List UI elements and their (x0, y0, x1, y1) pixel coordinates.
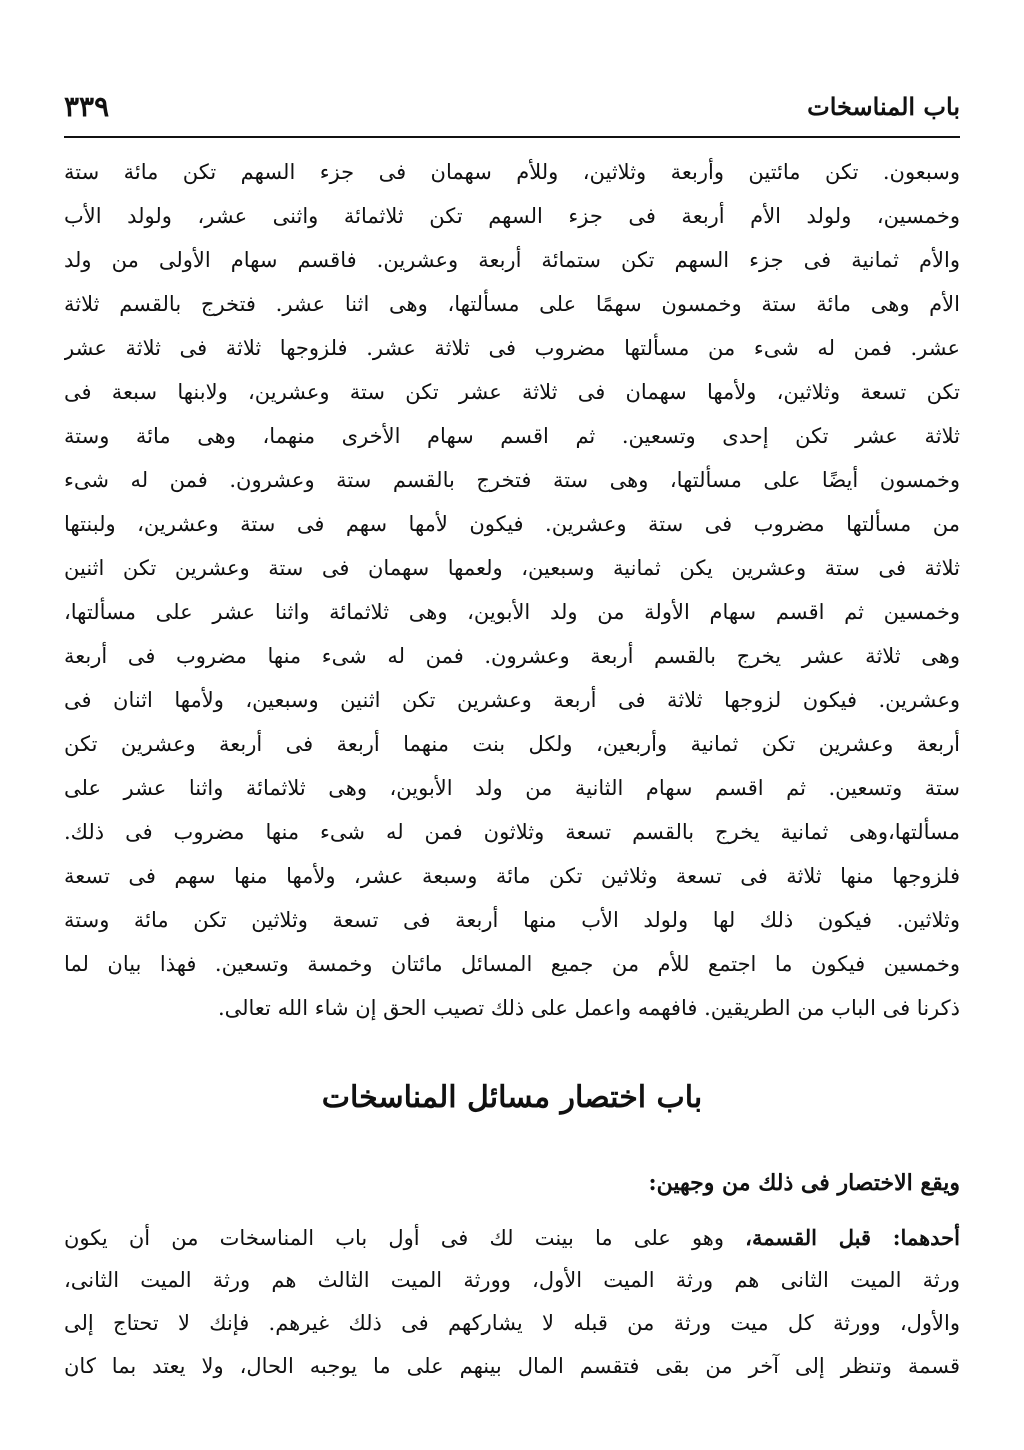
text-line: وخمسون أيضًا على مسألتها، وهى ستة فتخرج بالقسم ستة وعشرون. فمن له شىء (64, 468, 960, 492)
text-line: وسبعون. تكن مائتين وأربعة وثلاثين، وللأم سهمان فى جزء السهم تكن مائة ستة (64, 160, 960, 184)
text-line: وخمسين فيكون ما اجتمع للأم من جميع المسائل مائتان وخمسة وتسعين. فهذا بيان لما (64, 952, 960, 976)
text-line: مسألتها،وهى ثمانية يخرج بالقسم تسعة وثلاثون فمن له شىء منها مضروب فى ذلك. (64, 820, 960, 844)
lead-line-rest: وهو على ما بينت لك فى أول باب المناسخات من أن يكون (64, 1226, 746, 1250)
text-line: وخمسين، ولولد الأم أربعة فى جزء السهم تكن ثلاثمائة واثنى عشر، ولولد الأب (64, 204, 960, 228)
text-line: ثلاثة فى ستة وعشرين يكن ثمانية وسبعين، ولعمها سهمان فى ستة وعشرين تكن اثنين (64, 556, 960, 580)
text-line: ذكرنا فى الباب من الطريقين. فافهمه واعمل على ذلك تصيب الحق إن شاء الله تعالى. (217, 996, 960, 1020)
section-title: باب اختصار مسائل المناسخات (321, 1080, 703, 1115)
paragraph-continuation (64, 150, 960, 1030)
running-head: باب المناسخات (807, 92, 960, 121)
page-number: ٣٣٩ (64, 90, 110, 123)
lead-phrase: أحدهما: قبل القسمة، (745, 1225, 960, 1250)
text-line: والأول، وورثة كل ميت ورثة من قبله لا يشاركهم فى ذلك غيرهم. فإنك لا تحتاج إلى (64, 1311, 960, 1335)
text-line: والأم ثمانية فى جزء السهم تكن ستمائة أربعة وعشرين. فاقسم سهام الأولى من ولد (64, 248, 960, 272)
section-paragraph (64, 1216, 960, 1388)
text-line: تكن تسعة وثلاثين، ولأمها سهمان فى ثلاثة عشر تكن ستة وعشرين، ولابنها سبعة فى (64, 380, 960, 404)
text-line: وخمسين ثم اقسم سهام الأولة من ولد الأبوين، وهى ثلاثمائة واثنا عشر على مسألتها، (64, 600, 960, 624)
text-line: قسمة وتنظر إلى آخر من بقى فتقسم المال بينهم على ما يوجبه الحال، ولا يعتد بما كان (64, 1354, 960, 1378)
text-line: الأم وهى مائة ستة وخمسون سهمًا على مسألتها، وهى اثنا عشر. فتخرج بالقسم ثلاثة (64, 292, 960, 316)
text-line: وعشرين. فيكون لزوجها ثلاثة فى أربعة وعشرين تكن اثنين وسبعين، ولأمها اثنان فى (64, 688, 960, 712)
text-line: وهى ثلاثة عشر يخرج بالقسم أربعة وعشرون. فمن له شىء منها مضروب فى أربعة (64, 644, 960, 668)
page-header (64, 90, 960, 130)
text-line: فلزوجها منها ثلاثة فى تسعة وثلاثين تكن مائة وسبعة عشر، ولأمها منها سهم فى تسعة (64, 864, 960, 888)
text-line (64, 1216, 960, 1259)
text-line: من مسألتها مضروب فى ستة وعشرين. فيكون لأمها سهم فى ستة وعشرين، ولبنتها (64, 512, 960, 536)
text-line: أربعة وعشرين تكن ثمانية وأربعين، ولكل بنت منهما أربعة فى أربعة وعشرين تكن (64, 732, 960, 756)
text-line: وثلاثين. فيكون ذلك لها ولولد الأب منها أربعة فى تسعة وثلاثين تكن مائة وستة (64, 908, 960, 932)
text-line: ورثة الميت الثانى هم ورثة الميت الأول، وورثة الميت الثالث هم ورثة الميت الثانى، (64, 1268, 960, 1292)
header-rule (64, 136, 960, 138)
text-line: عشر. فمن له شىء من مسألتها مضروب فى ثلاثة عشر. فلزوجها ثلاثة فى ثلاثة عشر (64, 336, 960, 360)
section-intro: ويقع الاختصار فى ذلك من وجهين: (648, 1170, 960, 1196)
text-line: ستة وتسعين. ثم اقسم سهام الثانية من ولد الأبوين، وهى ثلاثمائة واثنا عشر على (64, 776, 960, 800)
text-line: ثلاثة عشر تكن إحدى وتسعين. ثم اقسم سهام الأخرى منهما، وهى مائة وستة (64, 424, 960, 448)
